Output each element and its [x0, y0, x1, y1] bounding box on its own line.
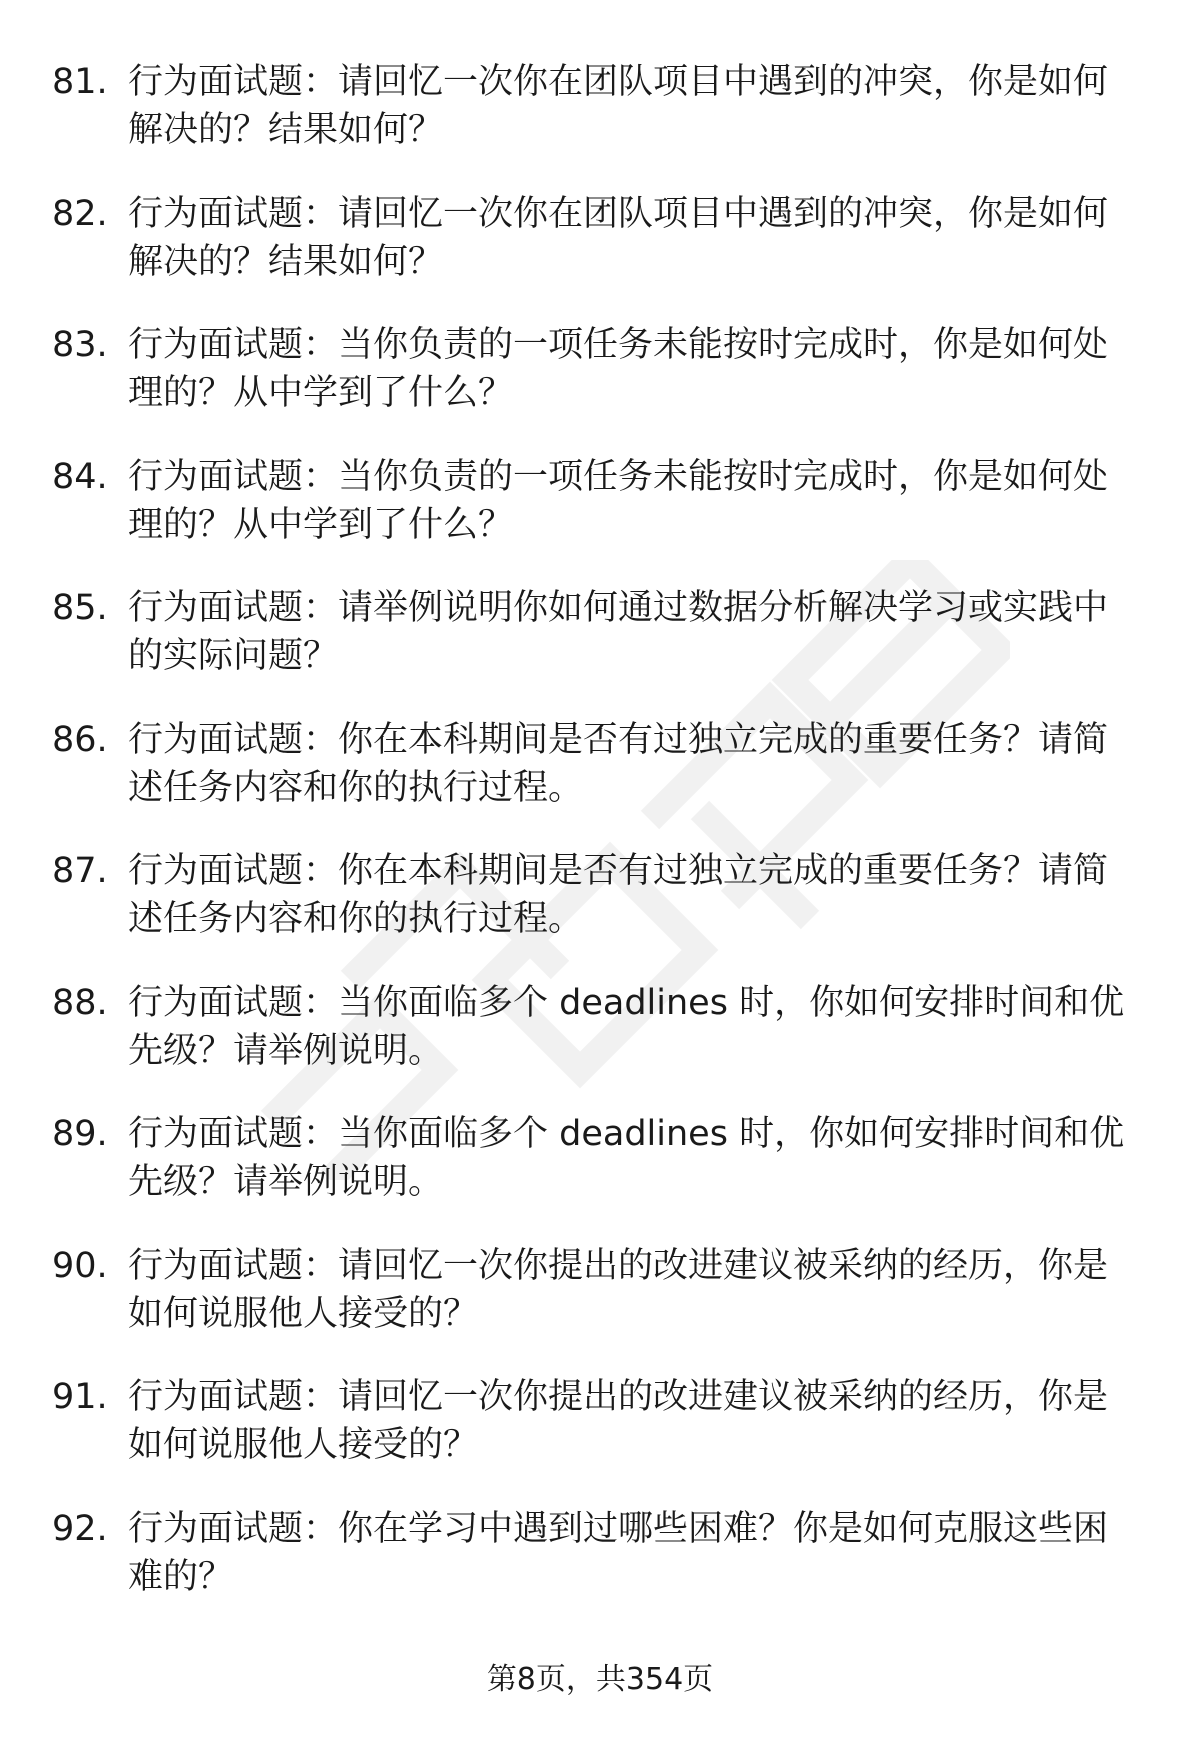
question-text: 行为面试题：请回忆一次你提出的改进建议被采纳的经历，你是如何说服他人接受的？	[128, 1377, 1109, 1465]
page-number-footer: 第8页，共354页	[486, 1662, 714, 1697]
question-number: 88.	[52, 982, 108, 1023]
question-item	[0, 979, 1200, 1111]
question-text: 行为面试题：当你面临多个 deadlines 时，你如何安排时间和优先级？请举例说明。	[128, 982, 1125, 1071]
question-text: 行为面试题：当你负责的一项任务未能按时完成时，你是如何处理的？从中学到了什么？	[128, 456, 1109, 545]
question-text: 行为面试题：请回忆一次你在团队项目中遇到的冲突，你是如何解决的？结果如何？	[128, 193, 1109, 282]
question-number: 82.	[52, 193, 108, 234]
question-text: 行为面试题：请举例说明你如何通过数据分析解决学习或实践中的实际问题？	[128, 588, 1109, 676]
question-item	[0, 321, 1200, 453]
question-number: 91.	[52, 1377, 108, 1417]
question-item	[0, 58, 1200, 190]
question-number: 90.	[52, 1245, 108, 1286]
question-item	[0, 453, 1200, 585]
question-number: 87.	[52, 851, 108, 891]
question-text: 行为面试题：当你面临多个 deadlines 时，你如何安排时间和优先级？请举例说明。	[128, 1114, 1125, 1202]
question-number: 83.	[52, 325, 108, 365]
question-number: 81.	[52, 62, 108, 102]
question-item	[0, 716, 1200, 848]
question-item	[0, 1373, 1200, 1505]
question-item	[0, 584, 1200, 716]
question-number: 86.	[52, 719, 108, 760]
question-item	[0, 1110, 1200, 1242]
question-text: 行为面试题：当你负责的一项任务未能按时完成时，你是如何处理的？从中学到了什么？	[128, 325, 1109, 413]
question-number: 85.	[52, 588, 108, 628]
question-number: 89.	[52, 1114, 108, 1154]
question-item	[0, 1242, 1200, 1374]
question-text: 行为面试题：你在本科期间是否有过独立完成的重要任务？请简述任务内容和你的执行过程。	[128, 851, 1109, 939]
question-number: 84.	[52, 456, 108, 497]
question-text: 行为面试题：你在本科期间是否有过独立完成的重要任务？请简述任务内容和你的执行过程。	[128, 719, 1109, 808]
question-number: 92.	[52, 1508, 108, 1549]
question-list	[0, 58, 1200, 1636]
question-text: 行为面试题：请回忆一次你提出的改进建议被采纳的经历，你是如何说服他人接受的？	[128, 1245, 1109, 1334]
question-text: 行为面试题：你在学习中遇到过哪些困难？你是如何克服这些困难的？	[128, 1508, 1109, 1597]
question-item	[0, 1505, 1200, 1637]
question-item	[0, 190, 1200, 322]
question-text: 行为面试题：请回忆一次你在团队项目中遇到的冲突，你是如何解决的？结果如何？	[128, 62, 1109, 150]
question-item	[0, 847, 1200, 979]
